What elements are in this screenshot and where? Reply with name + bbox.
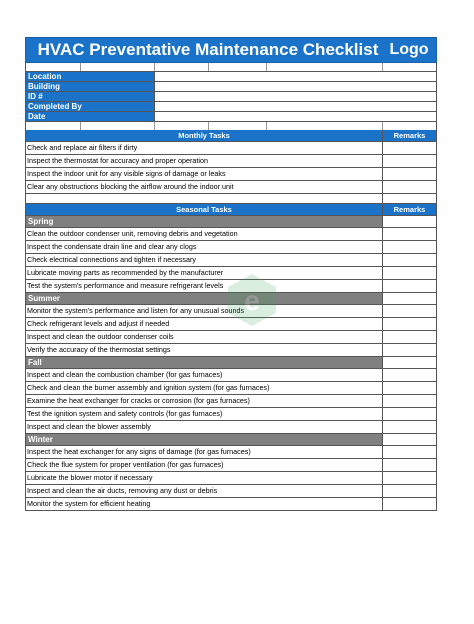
remarks-cell[interactable] <box>383 293 436 304</box>
task-label: Check and clean the burner assembly and ignition system (for gas furnaces) <box>26 382 383 394</box>
monthly-task-list <box>25 142 437 194</box>
task-label: Inspect and clean the combustion chamber (for gas furnaces) <box>26 369 383 381</box>
task-label: Check and replace air filters if dirty <box>26 142 383 154</box>
info-label: Date <box>26 112 155 121</box>
task-label: Check the flue system for proper ventilation (for gas furnaces) <box>26 459 383 471</box>
remarks-cell[interactable] <box>383 280 436 292</box>
info-value-field[interactable] <box>155 92 436 101</box>
season-label: Spring <box>26 216 383 227</box>
remarks-cell[interactable] <box>383 395 436 407</box>
remarks-cell[interactable] <box>383 459 436 471</box>
info-row <box>25 92 437 102</box>
task-label: Inspect the heat exchanger for any signs of damage (for gas furnaces) <box>26 446 383 458</box>
monthly-tasks-heading: Monthly Tasks <box>26 130 383 141</box>
monthly-header <box>25 130 437 142</box>
table-row <box>25 395 437 408</box>
remarks-cell[interactable] <box>383 318 436 330</box>
task-label: Inspect the condensate drain line and clear any clogs <box>26 241 383 253</box>
season-label: Fall <box>26 357 383 368</box>
table-row <box>25 168 437 181</box>
task-label: Inspect the indoor unit for any visible signs of damage or leaks <box>26 168 383 180</box>
season-label: Summer <box>26 293 383 304</box>
task-label: Inspect the thermostat for accuracy and proper operation <box>26 155 383 167</box>
remarks-cell[interactable] <box>383 357 436 368</box>
remarks-cell[interactable] <box>383 434 436 445</box>
gap-row <box>25 122 437 130</box>
table-row <box>25 459 437 472</box>
watermark-logo-icon <box>226 272 278 328</box>
table-row <box>25 344 437 357</box>
remarks-cell[interactable] <box>383 216 436 227</box>
table-row <box>25 155 437 168</box>
task-label: Check refrigerant levels and adjust if needed <box>26 318 383 330</box>
info-label: Location <box>26 72 155 81</box>
info-value-field[interactable] <box>155 72 436 81</box>
table-row <box>25 446 437 459</box>
season-row <box>25 357 437 369</box>
remarks-cell[interactable] <box>383 267 436 279</box>
remarks-cell[interactable] <box>383 369 436 381</box>
task-label: Verify the accuracy of the thermostat settings <box>26 344 383 356</box>
table-row <box>25 382 437 395</box>
table-row <box>25 254 437 267</box>
svg-text:e: e <box>244 285 260 316</box>
remarks-cell[interactable] <box>383 181 436 193</box>
task-label: Test the ignition system and safety controls (for gas furnaces) <box>26 408 383 420</box>
remarks-cell[interactable] <box>383 344 436 356</box>
monthly-remarks-heading: Remarks <box>383 130 436 141</box>
task-label: Lubricate the blower motor if necessary <box>26 472 383 484</box>
season-row <box>25 216 437 228</box>
task-label: Test the system's performance and measure refrigerant levels <box>26 280 383 292</box>
remarks-cell[interactable] <box>383 305 436 317</box>
page-title: HVAC Preventative Maintenance Checklist <box>37 40 379 59</box>
table-row <box>25 421 437 434</box>
info-label: Completed By <box>26 102 155 111</box>
task-label: Lubricate moving parts as recommended by the manufacturer <box>26 267 383 279</box>
remarks-cell[interactable] <box>383 168 436 180</box>
task-label: Inspect and clean the blower assembly <box>26 421 383 433</box>
info-row <box>25 102 437 112</box>
table-row <box>25 369 437 382</box>
task-label: Monitor the system for efficient heating <box>26 498 383 510</box>
table-row <box>25 142 437 155</box>
task-label: Clear any obstructions blocking the airflow around the indoor unit <box>26 181 383 193</box>
table-row <box>25 181 437 194</box>
remarks-cell[interactable] <box>383 382 436 394</box>
info-row <box>25 82 437 92</box>
seasonal-task-list <box>25 216 437 511</box>
season-label: Winter <box>26 434 383 445</box>
remarks-cell[interactable] <box>383 446 436 458</box>
seasonal-tasks-heading: Seasonal Tasks <box>26 204 383 215</box>
table-row <box>25 331 437 344</box>
table-row <box>25 228 437 241</box>
task-label: Examine the heat exchanger for cracks or corrosion (for gas furnaces) <box>26 395 383 407</box>
season-row <box>25 434 437 446</box>
remarks-cell[interactable] <box>383 155 436 167</box>
info-value-field[interactable] <box>155 112 436 121</box>
table-row <box>25 408 437 421</box>
seasonal-remarks-heading: Remarks <box>383 204 436 215</box>
info-row <box>25 72 437 82</box>
title-bar <box>25 37 437 63</box>
logo: Logo <box>389 41 429 58</box>
table-row <box>25 472 437 485</box>
remarks-cell[interactable] <box>383 472 436 484</box>
task-label: Clean the outdoor condenser unit, removing debris and vegetation <box>26 228 383 240</box>
info-value-field[interactable] <box>155 82 436 91</box>
remarks-cell[interactable] <box>383 254 436 266</box>
info-value-field[interactable] <box>155 102 436 111</box>
remarks-cell[interactable] <box>383 331 436 343</box>
task-label: Inspect and clean the air ducts, removing any dust or debris <box>26 485 383 497</box>
blank-row <box>25 63 437 72</box>
table-row <box>25 241 437 254</box>
remarks-cell[interactable] <box>383 498 436 510</box>
remarks-cell[interactable] <box>383 142 436 154</box>
remarks-cell[interactable] <box>383 485 436 497</box>
seasonal-header <box>25 204 437 216</box>
remarks-cell[interactable] <box>383 408 436 420</box>
info-row <box>25 112 437 122</box>
table-row <box>25 498 437 511</box>
info-block <box>25 72 437 122</box>
task-label: Check electrical connections and tighten if necessary <box>26 254 383 266</box>
remarks-cell[interactable] <box>383 241 436 253</box>
spacer-row <box>25 194 437 204</box>
table-row <box>25 485 437 498</box>
task-label: Monitor the system's performance and listen for any unusual sounds <box>26 305 383 317</box>
info-label: Building <box>26 82 155 91</box>
task-label: Inspect and clean the outdoor condenser coils <box>26 331 383 343</box>
remarks-cell[interactable] <box>383 421 436 433</box>
remarks-cell[interactable] <box>383 228 436 240</box>
info-label: ID # <box>26 92 155 101</box>
